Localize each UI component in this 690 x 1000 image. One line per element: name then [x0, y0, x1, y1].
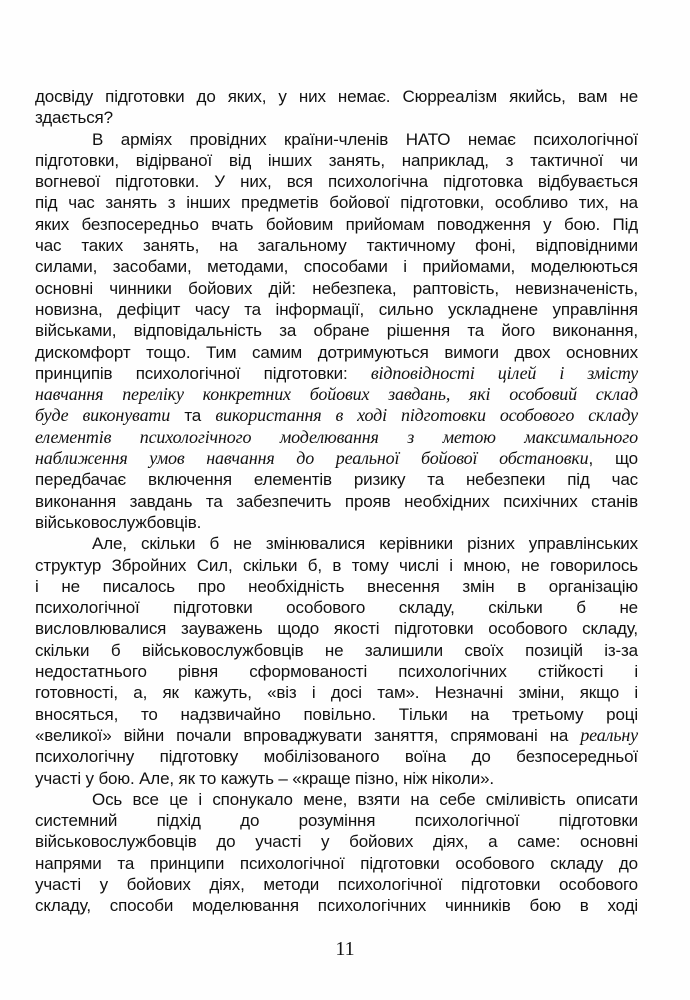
- italic-text: буде виконувати: [35, 405, 171, 426]
- text-segment: досвіду підготовки до яких, у них немає. Сюрреалізм якийсь, вам не: [35, 87, 638, 106]
- text-line: [35, 469, 638, 490]
- text-segment: здається?: [35, 108, 113, 128]
- text-line: [35, 576, 638, 597]
- italic-text: елементів психологічного моделювання з метою максимального: [35, 426, 638, 447]
- text-segment: передбачає включення елементів ризику та небезпеки під час: [35, 470, 638, 490]
- italic-text: реальну: [580, 724, 638, 745]
- text-line: [35, 789, 638, 810]
- text-line: [35, 640, 638, 661]
- text-line: [35, 256, 638, 277]
- text-line: [35, 512, 638, 533]
- text-line: [35, 363, 638, 384]
- text-line: [35, 278, 638, 299]
- text-line: [35, 214, 638, 235]
- text-line: [35, 171, 638, 192]
- text-segment: під час занять з інших предметів бойової підготовки, особливо тих, на: [35, 193, 638, 213]
- text-line: [35, 874, 638, 895]
- text-segment: дискомфорт тощо. Тим самим дотримуються вимоги двох основних: [35, 342, 638, 362]
- text-line: [35, 235, 638, 256]
- text-segment: структур Збройних Сил, скільки б, в тому числі і мною, не говорилось: [35, 555, 638, 575]
- text-line: [35, 491, 638, 512]
- text-segment: складу, способи моделювання психологічних чинників бою в ході: [35, 896, 638, 916]
- text-segment: психологічну підготовку мобілізованого воїна до безпосередньої: [35, 747, 638, 767]
- text-segment: яких безпосередньо вчать бойовим прийомам поводження у бою. Під: [35, 214, 638, 234]
- text-segment: Але, скільки б не змінювалися керівники різних управлінських: [92, 534, 638, 554]
- text-segment: силами, засобами, методами, способами і прийомами, моделюються: [35, 257, 638, 277]
- text-segment: скільки б військовослужбовців не залишили своїх позицій із-за: [35, 640, 638, 660]
- text-line: [35, 831, 638, 852]
- body-text: [35, 86, 638, 917]
- text-segment: військовослужбовців.: [35, 512, 202, 532]
- text-segment: психологічної підготовки особового складу, скільки б не: [35, 598, 638, 618]
- text-segment: та: [170, 406, 216, 426]
- text-segment: Ось все це і спонукало мене, взяти на себе сміливість описати: [92, 789, 638, 809]
- text-line: [35, 342, 638, 363]
- text-line: [35, 746, 638, 767]
- italic-text: наближення умов навчання до реальної бойової обстановки: [35, 448, 589, 469]
- text-line: [35, 86, 638, 107]
- text-segment: виконання завдань та забезпечить прояв необхідних психічних станів: [35, 491, 638, 511]
- text-line: [35, 427, 638, 448]
- text-segment: вогневої підготовки. У них, вся психологічна підготовка відбувається: [35, 172, 638, 192]
- text-segment: готовності, а, як кажуть, «віз і досі там». Незначні зміни, якщо і: [35, 683, 638, 703]
- text-segment: і не писалось про необхідність внесення змін в організацію: [35, 576, 638, 596]
- text-line: [35, 853, 638, 874]
- text-segment: підготовки, відірваної від інших занять, наприклад, з тактичної чи: [35, 150, 638, 170]
- text-line: [35, 555, 638, 576]
- text-segment: вносяться, то надзвичайно повільно. Тільки на третьому році: [35, 704, 638, 724]
- text-line: [35, 384, 638, 405]
- text-line: [35, 150, 638, 171]
- text-segment: військами, відповідальність за обране рішення та його виконання,: [35, 321, 638, 341]
- text-segment: «великої» війни почали впроваджувати заняття, спрямовані на: [35, 725, 581, 745]
- text-segment: В арміях провідних країни-членів НАТО немає психологічної: [92, 129, 638, 149]
- text-segment: участі у бойових діях, методи психологічної підготовки особового: [35, 874, 638, 894]
- text-line: [35, 320, 638, 341]
- text-segment: військовослужбовців до участі у бойових діях, а саме: основні: [35, 832, 638, 852]
- text-segment: недостатнього рівня сформованості психологічних стійкості і: [35, 662, 638, 682]
- text-segment: основні чинники бойових дій: небезпека, раптовість, невизначеність,: [35, 278, 638, 298]
- text-line: [35, 661, 638, 682]
- text-segment: принципів психологічної підготовки:: [35, 363, 371, 383]
- text-line: [35, 129, 638, 150]
- text-line: [35, 192, 638, 213]
- text-line: [35, 810, 638, 831]
- text-line: [35, 299, 638, 320]
- text-line: [35, 107, 638, 128]
- text-line: [35, 597, 638, 618]
- text-line: [35, 618, 638, 639]
- italic-text: відповідності цілей і змісту: [370, 362, 638, 383]
- text-segment: , що: [588, 449, 638, 469]
- italic-text: використання в ході підготовки особового складу: [215, 405, 638, 426]
- text-line: [35, 533, 638, 554]
- text-line: [35, 895, 638, 916]
- text-line: [35, 768, 638, 789]
- text-segment: системний підхід до розуміння психологічної підготовки: [35, 811, 638, 831]
- italic-text: навчання переліку конкретних бойових завдань, які особовий склад: [35, 384, 638, 405]
- page-number: 11: [335, 938, 355, 960]
- text-line: [35, 448, 638, 469]
- text-line: [35, 405, 638, 426]
- text-segment: час таких занять, на загальному тактичному фоні, відповідними: [35, 236, 638, 256]
- text-line: [35, 682, 638, 703]
- text-segment: висловлювалися зауважень щодо якості підготовки особового складу,: [35, 619, 638, 639]
- text-line: [35, 704, 638, 725]
- text-segment: напрями та принципи психологічної підготовки особового складу до: [35, 853, 638, 873]
- text-segment: участі у бою. Але, як то кажуть – «краще пізно, ніж ніколи».: [35, 768, 494, 788]
- text-segment: новизна, дефіцит часу та інформації, сильно ускладнене управління: [35, 299, 638, 319]
- text-line: [35, 725, 638, 746]
